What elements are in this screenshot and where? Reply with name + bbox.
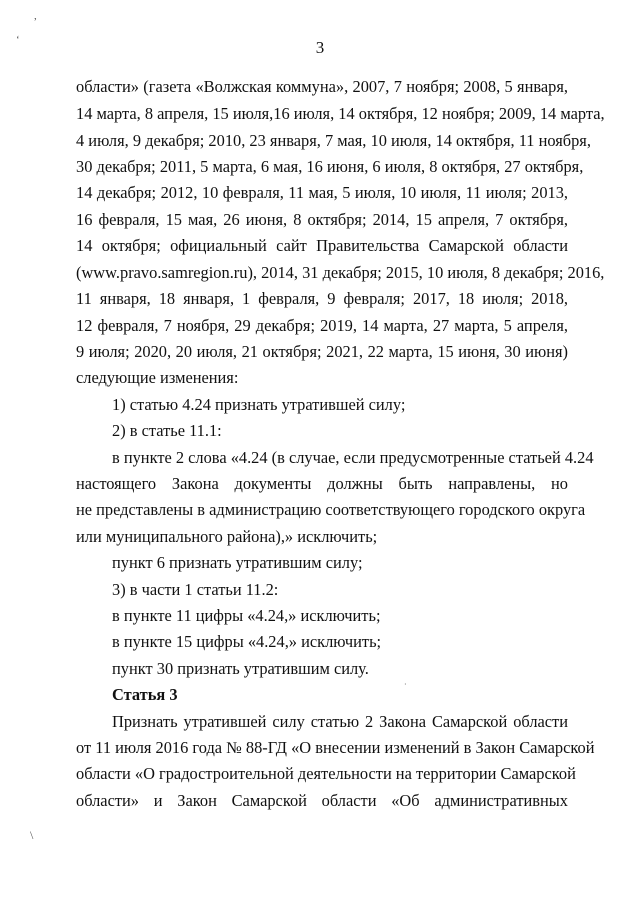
text-line: в пункте 2 слова «4.24 (в случае, если предусмотренные статьей 4.24 (112, 448, 594, 467)
page-number: 3 (315, 38, 325, 57)
text-line: 11 января, 18 января, 1 февраля, 9 февраля; 2017, 18 июля; 2018, (76, 289, 568, 308)
text-line: 14 декабря; 2012, 10 февраля, 11 мая, 5 июля, 10 июля, 11 июля; 2013, (76, 183, 568, 202)
list-item: 1) статью 4.24 признать утратившей силу; (112, 395, 406, 414)
text-line: области «О градостроительной деятельности на территории Самарской (76, 764, 576, 783)
list-item: в пункте 11 цифры «4.24,» исключить; (112, 606, 381, 625)
text-line: 9 июля; 2020, 20 июля, 21 октября; 2021, 22 марта, 15 июня, 30 июня) (76, 342, 568, 361)
text-line: области» (газета «Волжская коммуна», 2007, 7 ноября; 2008, 5 января, (76, 77, 568, 96)
article-heading: Статья 3 (112, 685, 178, 704)
text-line: (www.pravo.samregion.ru), 2014, 31 декабря; 2015, 10 июля, 8 декабря; 2016, (76, 263, 605, 282)
text-line: области» и Закон Самарской области «Об административных (76, 791, 568, 810)
list-item: 3) в части 1 статьи 11.2: (112, 580, 279, 599)
corner-mark: , (34, 10, 37, 22)
corner-mark: ʻ (16, 34, 20, 46)
text-line: 30 декабря; 2011, 5 марта, 6 мая, 16 июня, 6 июля, 8 октября, 27 октября, (76, 157, 584, 176)
text-line: настоящего Закона документы должны быть направлены, но (76, 474, 568, 493)
list-item: в пункте 15 цифры «4.24,» исключить; (112, 632, 382, 651)
list-item: 2) в статье 11.1: (112, 421, 222, 440)
text-line: 4 июля, 9 декабря; 2010, 23 января, 7 мая, 10 июля, 14 октября, 11 ноября, (76, 131, 591, 150)
text-line: 14 октября; официальный сайт Правительства Самарской области (76, 236, 568, 255)
text-line: Признать утратившей силу статью 2 Закона Самарской области (112, 712, 568, 731)
text-line: 14 марта, 8 апреля, 15 июля,16 июля, 14 октября, 12 ноября; 2009, 14 марта, (76, 104, 605, 123)
text-line: от 11 июля 2016 года № 88-ГД «О внесении изменений в Закон Самарской (76, 738, 595, 757)
text-line: не представлены в администрацию соответствующего городского округа (76, 500, 586, 519)
margin-mark: \ (30, 828, 34, 842)
list-item: пункт 6 признать утратившим силу; (112, 553, 363, 572)
speck-mark: · (404, 680, 407, 689)
text-line: 16 февраля, 15 мая, 26 июня, 8 октября; 2014, 15 апреля, 7 октября, (76, 210, 568, 229)
list-item: пункт 30 признать утратившим силу. (112, 659, 369, 678)
text-line: 12 февраля, 7 ноября, 29 декабря; 2019, 14 марта, 27 марта, 5 апреля, (76, 316, 568, 335)
text-line: или муниципального района),» исключить; (76, 527, 378, 546)
text-line: следующие изменения: (76, 368, 239, 387)
